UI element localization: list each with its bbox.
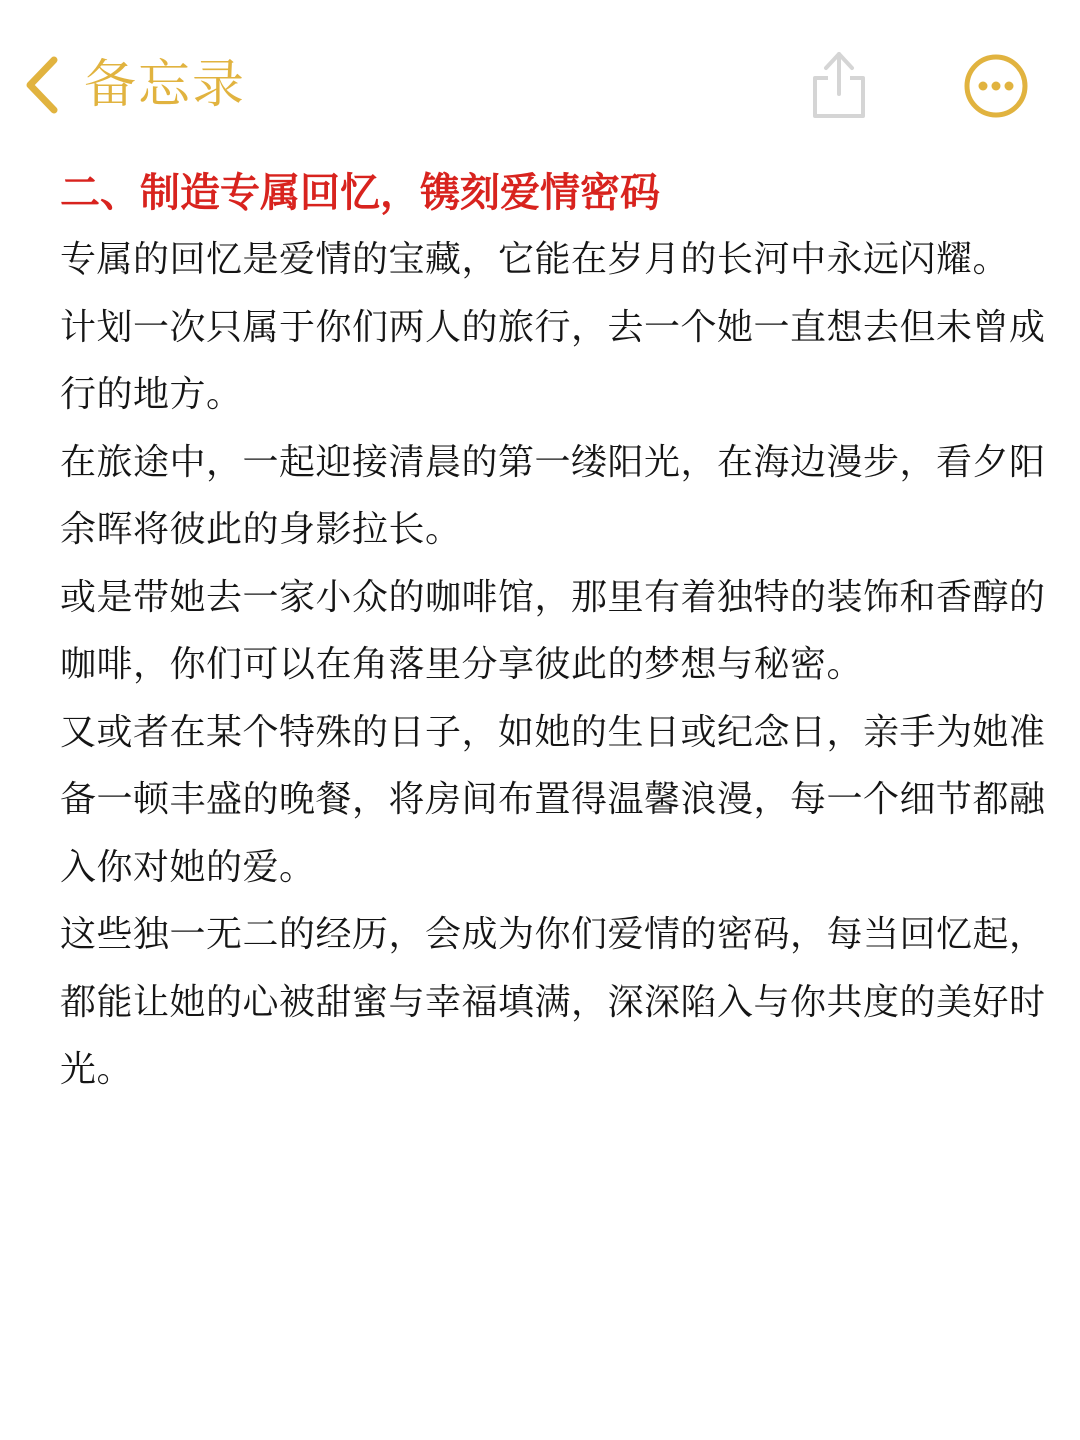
note-paragraph: 专属的回忆是爱情的宝藏，它能在岁月的长河中永远闪耀。 xyxy=(60,239,1010,280)
chevron-left-icon xyxy=(22,54,62,116)
more-button[interactable] xyxy=(962,52,1030,120)
note-body[interactable] xyxy=(60,160,1050,1104)
back-button[interactable] xyxy=(22,50,246,120)
more-icon xyxy=(962,105,1030,124)
back-label: 备忘录 xyxy=(84,55,247,115)
note-heading: 二、制造专属回忆，镌刻爱情密码 xyxy=(60,170,660,216)
note-paragraph: 这些独一无二的经历，会成为你们爱情的密码，每当回忆起，都能让她的心被甜蜜与幸福填满，深深陷入与你共度的美好时光。 xyxy=(60,914,1046,1090)
note-paragraph: 又或者在某个特殊的日子，如她的生日或纪念日，亲手为她准备一顿丰盛的晚餐，将房间布置得温馨浪漫，每一个细节都融入你对她的爱。 xyxy=(60,711,1046,888)
navigation-bar xyxy=(0,0,1080,160)
note-paragraph: 计划一次只属于你们两人的旅行，去一个她一直想去但未曾成行的地方。 xyxy=(60,306,1046,415)
note-paragraph: 在旅途中，一起迎接清晨的第一缕阳光，在海边漫步，看夕阳余晖将彼此的身影拉长。 xyxy=(60,441,1046,550)
share-button[interactable] xyxy=(806,44,872,124)
share-icon xyxy=(806,109,872,128)
note-paragraph: 或是带她去一家小众的咖啡馆，那里有着独特的装饰和香醇的咖啡，你们可以在角落里分享彼此的梦想与秘密。 xyxy=(60,576,1046,685)
